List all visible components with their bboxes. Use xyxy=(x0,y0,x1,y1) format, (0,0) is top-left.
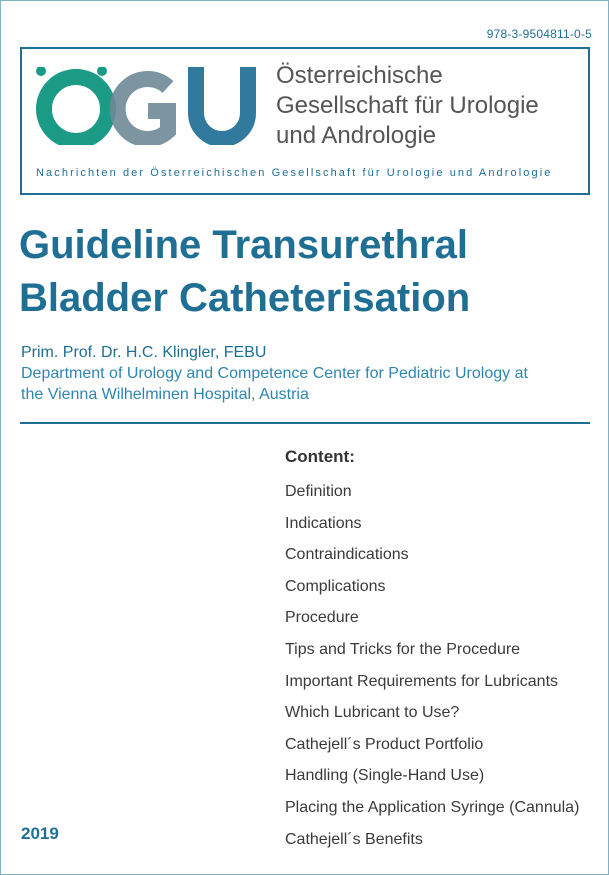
contents-item: Contraindications xyxy=(285,546,409,564)
journal-header xyxy=(20,47,590,195)
contents-item: Procedure xyxy=(285,609,359,627)
isbn: 978-3-9504811-0-5 xyxy=(486,27,592,41)
contents-item: Which Lubricant to Use? xyxy=(285,704,460,722)
contents-item: Placing the Application Syringe (Cannula) xyxy=(285,798,580,816)
contents-item: Definition xyxy=(285,483,352,500)
table-of-contents xyxy=(285,447,579,855)
contents-item: Complications xyxy=(285,577,386,595)
title-line-2: Bladder Catheterisation xyxy=(19,276,471,320)
divider xyxy=(20,422,590,424)
document-title xyxy=(19,219,470,325)
journal-tagline: Nachrichten der Österreichischen Gesellschaft für Urologie und Andrologie xyxy=(36,167,553,179)
ogu-logo xyxy=(36,67,258,145)
contents-item: Tips and Tricks for the Procedure xyxy=(285,640,521,658)
contents-item: Cathejell´s Benefits xyxy=(285,830,423,848)
title-line-1: Guideline Transurethral xyxy=(19,223,469,267)
contents-item: Handling (Single-Hand Use) xyxy=(285,767,485,785)
contents-item: Cathejell´s Product Portfolio xyxy=(285,735,484,753)
contents-item: Important Requirements for Lubricants xyxy=(285,672,559,690)
contents-item: Indications xyxy=(285,514,362,532)
contents-heading: Content: xyxy=(285,447,355,466)
society-line-1: Österreichische xyxy=(276,62,443,89)
society-line-2: Gesellschaft für Urologie xyxy=(276,92,539,119)
affiliation-line-2: the Vienna Wilhelminen Hospital, Austria xyxy=(21,386,309,403)
author: Prim. Prof. Dr. H.C. Klingler, FEBU xyxy=(21,344,267,361)
affiliation-line-1: Department of Urology and Competence Center for Pediatric Urology at xyxy=(21,365,528,382)
society-line-3: und Andrologie xyxy=(276,122,437,149)
contents-list xyxy=(285,476,579,855)
society-name xyxy=(276,61,539,151)
publication-year: 2019 xyxy=(21,824,59,843)
affiliation xyxy=(21,363,561,405)
